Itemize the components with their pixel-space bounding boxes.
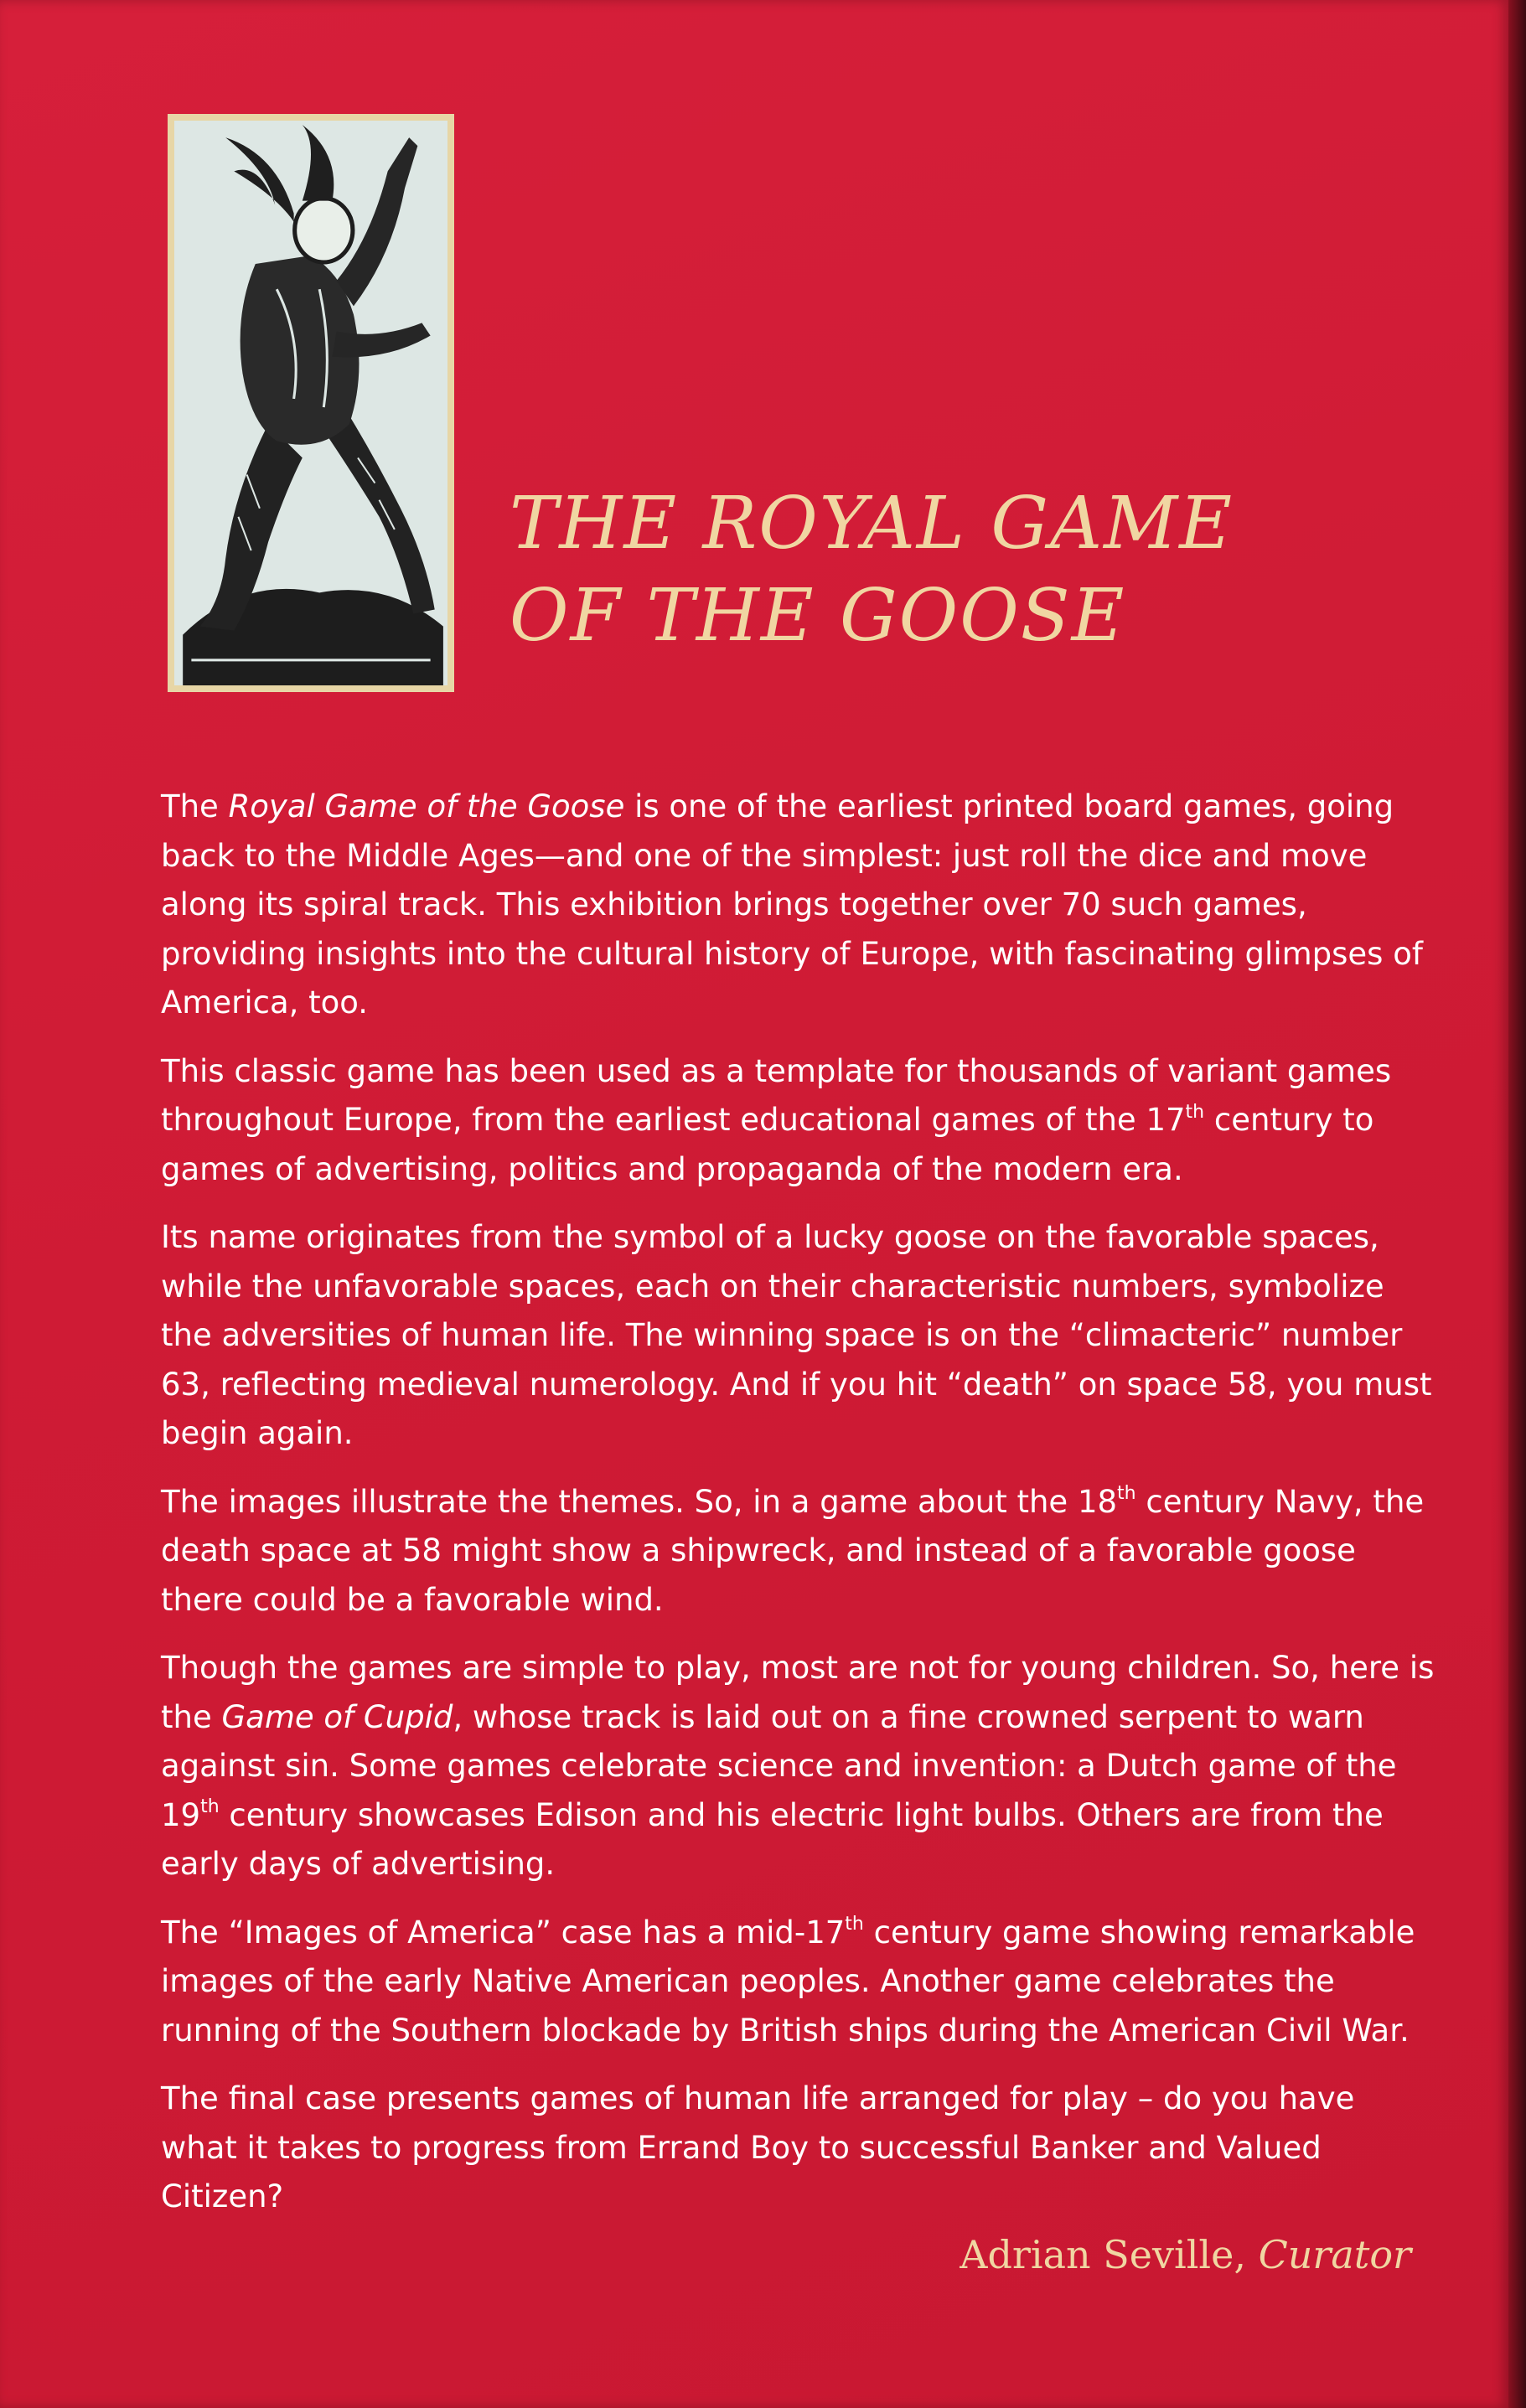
woodcut-jester-figure-icon (174, 121, 447, 685)
paragraph-1 (161, 783, 1435, 1028)
paragraph-3: Its name originates from the symbol of a lucky goose on the favorable spaces, while the unfavorable spaces, each on their characteristic numbers, symbolize the adversities of human life. The winning space is on the “climacteric” number 63, reflecting medieval numerology. And if you hit “death” on space 58, you must begin again. (161, 1219, 1432, 1451)
p1-text-a: The (161, 788, 229, 824)
p5-text-d: century showcases Edison and his electric light bulbs. Others are from the early days of advertising. (161, 1796, 1384, 1882)
panel-edge-shadow (1508, 0, 1526, 2408)
paragraph-7: The final case presents games of human life arranged for play – do you have what it takes to progress from Errand Boy to successful Banker and Valued Citizen? (161, 2080, 1355, 2214)
curator-role: Curator (1258, 2232, 1411, 2277)
curator-signature (960, 2232, 1411, 2277)
paragraph-6 (161, 1909, 1435, 2056)
title-line-1: THE ROYAL GAME (510, 482, 1234, 566)
p4-text-a: The images illustrate the themes. So, in a game about the 18 (161, 1483, 1118, 1520)
paragraph-2 (161, 1047, 1435, 1195)
curator-name: Adrian Seville, (960, 2232, 1246, 2277)
panel-body (161, 783, 1435, 2241)
p5-text-a: Though the games are simple to play, most are not for young children. So, here is the (161, 1650, 1435, 1735)
p6-text-b: century game showing remarkable images of the early Native American peoples. Another game celebrates the running of the Southern blockade by British ships during the American Civil War. (161, 1914, 1415, 2049)
paragraph-5 (161, 1644, 1435, 1889)
title-line-2: OF THE GOOSE (510, 574, 1126, 658)
paragraph-4 (161, 1478, 1435, 1625)
p5-italic-title: Game of Cupid (221, 1698, 453, 1735)
p4-ordinal: th (1117, 1483, 1136, 1505)
p5-text-c: , whose track is laid out on a fine crowned serpent to warn against sin. Some games celebrate science and invention: a Dutch game of the 19 (161, 1698, 1397, 1833)
p2-ordinal: th (1185, 1101, 1205, 1123)
p4-text-b: century Navy, the death space at 58 might show a shipwreck, and instead of a favorable goose there could be a favorable wind. (161, 1483, 1425, 1618)
p5-ordinal: th (200, 1796, 220, 1818)
p6-ordinal: th (845, 1914, 864, 1935)
woodcut-image-frame (168, 114, 454, 692)
p1-text-c: is one of the earliest printed board games, going back to the Middle Ages—and one of the simplest: just roll the dice and move along its spiral track. This exhibition brings together over 70 such games, providing insights into the cultural history of Europe, with fascinating glimpses of America, too. (161, 788, 1423, 1021)
p6-text-a: The “Images of America” case has a mid-17 (161, 1914, 846, 1951)
p1-italic-title: Royal Game of the Goose (228, 788, 625, 824)
p2-text-b: century to games of advertising, politics and propaganda of the modern era. (161, 1102, 1374, 1187)
panel-title (510, 478, 1234, 662)
p2-text-a: This classic game has been used as a template for thousands of variant games throughout Europe, from the earliest educational games of the 17 (161, 1052, 1392, 1138)
